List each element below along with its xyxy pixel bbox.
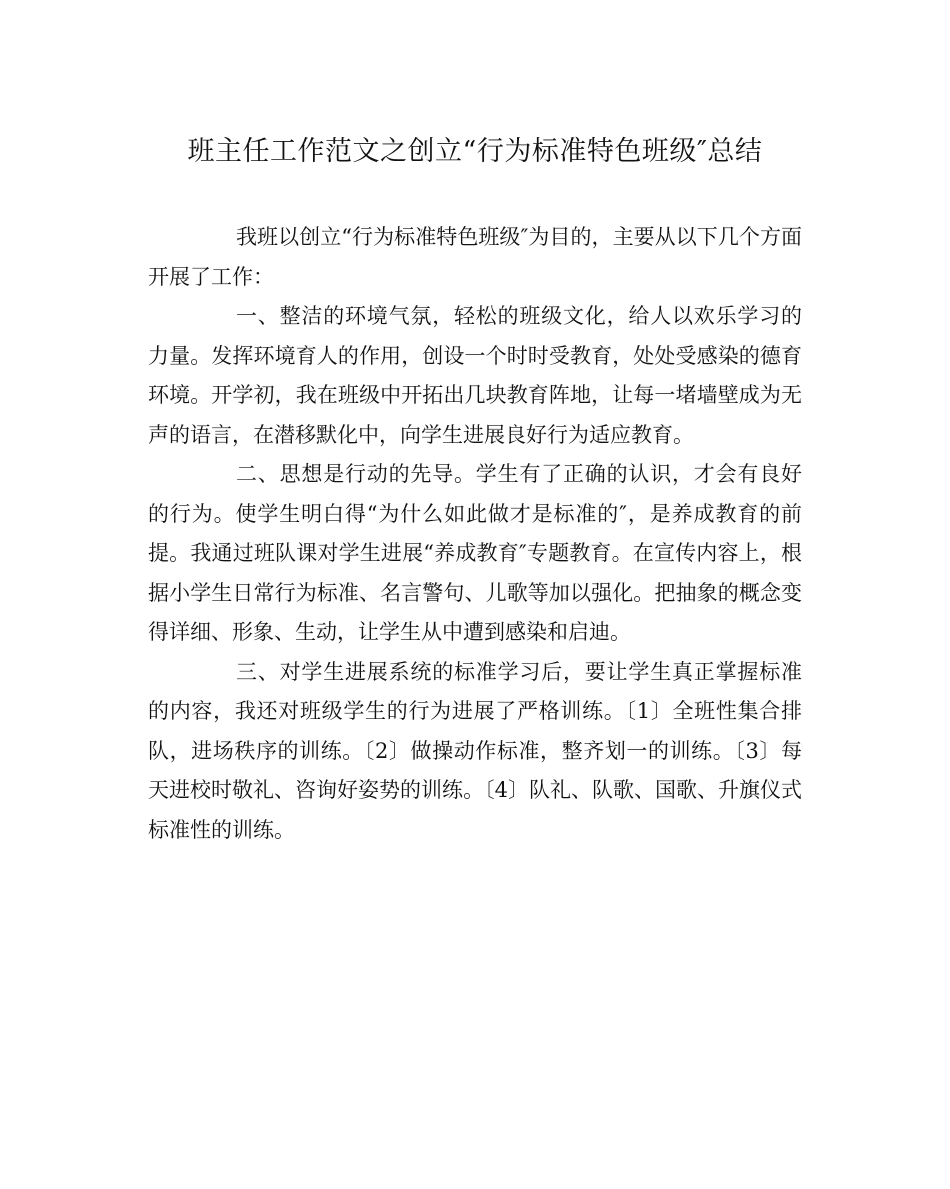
paragraph-thought: 二、思想是行动的先导。学生有了正确的认识，才会有良好的行为。使学生明白得“为什么如此做才是标准的″，是养成教育的前提。我通过班队课对学生进展“养成教育″专题教育。在宣传内容上，根据小学生日常行为标准、名言警句、儿歌等加以强化。把抽象的概念变得详细、形象、生动，让学生从中遭到感染和启迪。 (148, 462, 802, 644)
paragraph-environment: 一、整洁的环境气氛，轻松的班级文化，给人以欢乐学习的力量。发挥环境育人的作用，创设一个时时受教育，处处受感染的德育环境。开学初，我在班级中开拓出几块教育阵地，让每一堵墙壁成为无声的语言，在潜移默化中，向学生进展良好行为适应教育。 (148, 304, 802, 447)
paragraph-intro: 我班以创立“行为标准特色班级″为目的，主要从以下几个方面开展了工作： (148, 225, 802, 289)
document-title: 班主任工作范文之创立“行为标准特色班级″总结 (187, 136, 763, 167)
paragraph-training: 三、对学生进展系统的标准学习后，要让学生真正掌握标准的内容，我还对班级学生的行为进展了严格训练。〔1〕全班性集合排队，进场秩序的训练。〔2〕做操动作标准，整齐划一的训练。〔3〕每天进校时敬礼、咨询好姿势的训练。〔4〕队礼、队歌、国歌、升旗仪式标准性的训练。 (148, 659, 802, 842)
document-body (148, 218, 802, 850)
